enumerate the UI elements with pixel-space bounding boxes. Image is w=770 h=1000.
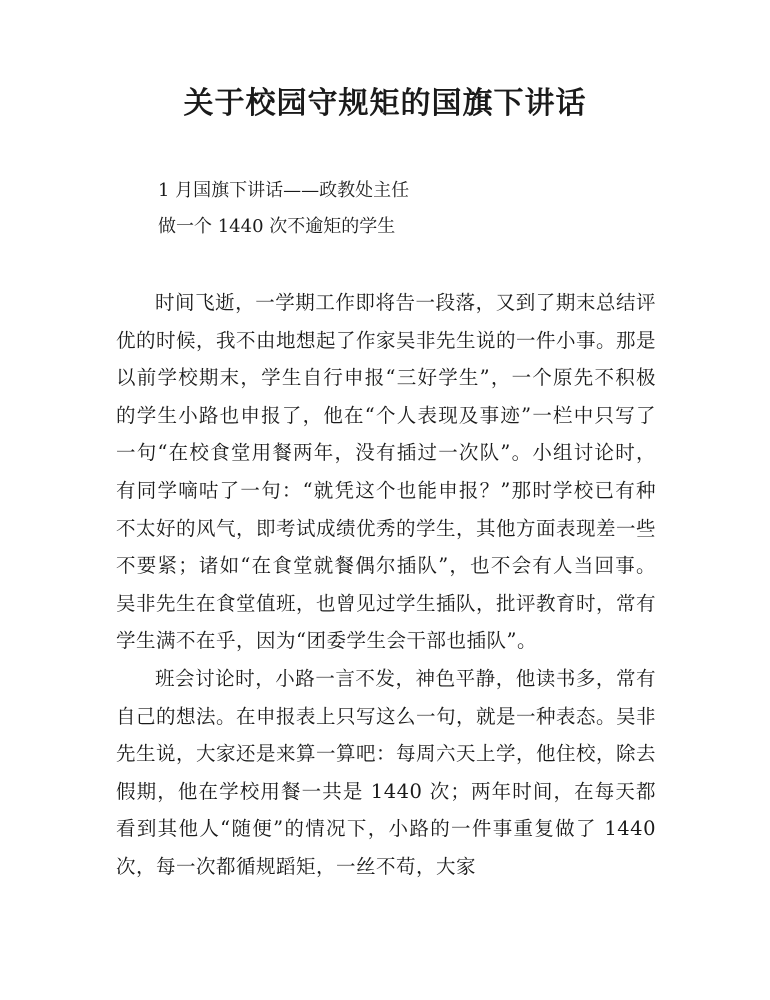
speech-heading: 做一个 1440 次不逾矩的学生 <box>158 216 396 237</box>
speech-subtitle: 1 月国旗下讲话——政教处主任 <box>158 180 410 201</box>
paragraph: 班会讨论时，小路一言不发，神色平静，他读书多，常有自己的想法。在申报表上只写这么一句，就是一种表态。吴非先生说，大家还是来算一算吧：每周六天上学，他住校，除去假期，他在学校用餐一共是 1440 次；两年时间，在每天都看到其他人“随便”的情况下，小路的一件事重复做了 1440 次，每一次都循规蹈矩，一丝不苟，大家 <box>116 666 657 878</box>
document-body <box>116 284 656 886</box>
paragraph: 时间飞逝，一学期工作即将告一段落，又到了期末总结评优的时候，我不由地想起了作家吴非先生说的一件小事。那是以前学校期末，学生自行申报“三好学生”，一个原先不积极的学生小路也申报了，他在“个人表现及事迹”一栏中只写了一句“在校食堂用餐两年，没有插过一次队”。小组讨论时，有同学嘀咕了一句：“就凭这个也能申报？”那时学校已有种不太好的风气，即考试成绩优秀的学生，其他方面表现差一些不要紧；诸如“在食堂就餐偶尔插队”，也不会有人当回事。吴非先生在食堂值班，也曾见过学生插队，批评教育时，常有学生满不在乎，因为“团委学生会干部也插队”。 <box>116 291 657 653</box>
document-title: 关于校园守规矩的国旗下讲话 <box>183 86 587 121</box>
